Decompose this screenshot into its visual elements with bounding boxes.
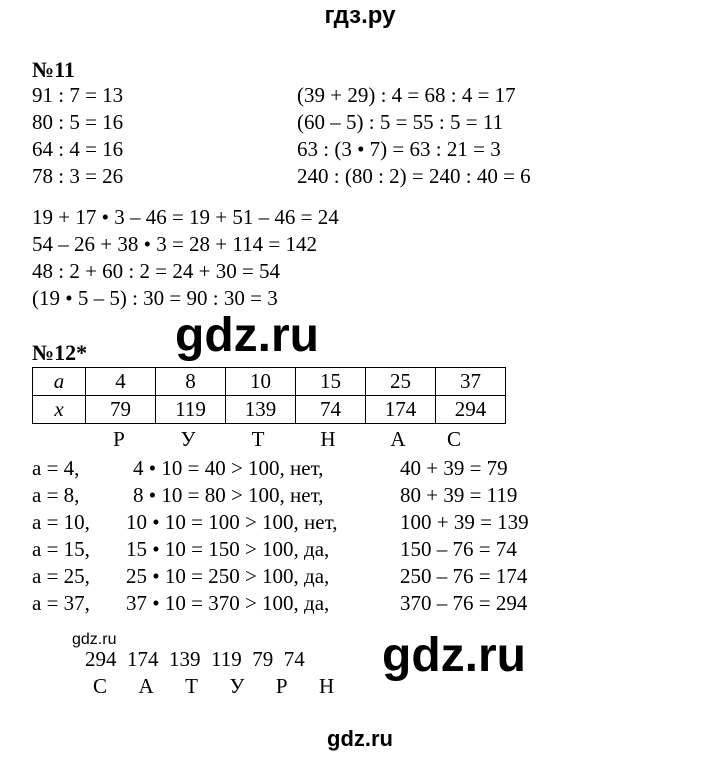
task11-right-1: (39 + 29) : 4 = 68 : 4 = 17 xyxy=(297,83,516,107)
case-check: 8 • 10 = 80 > 100, нет, xyxy=(133,483,324,507)
table-row-x xyxy=(33,396,506,424)
task11-expr-4: (19 • 5 – 5) : 30 = 90 : 30 = 3 xyxy=(32,286,278,310)
answer-numbers: 294 174 139 119 79 74 xyxy=(85,647,305,671)
watermark-bottom: gdz.ru xyxy=(327,726,393,751)
table-cell: 15 xyxy=(296,368,366,396)
task11-expr-2: 54 – 26 + 38 • 3 = 28 + 114 = 142 xyxy=(32,232,317,256)
case-calc: 250 – 76 = 174 xyxy=(400,564,528,588)
table-row-a xyxy=(33,368,506,396)
case-a: a = 15, xyxy=(32,537,90,561)
case-a: a = 25, xyxy=(32,564,90,588)
case-a: a = 10, xyxy=(32,510,90,534)
table-cell: 37 xyxy=(436,368,506,396)
watermark-big-2: gdz.ru xyxy=(382,629,526,682)
watermark-small: gdz.ru xyxy=(72,631,117,648)
case-a: a = 37, xyxy=(32,591,90,615)
case-a: a = 4, xyxy=(32,456,80,480)
table-cell: 25 xyxy=(366,368,436,396)
task11-left-2: 80 : 5 = 16 xyxy=(32,110,124,134)
table-label-x: x xyxy=(33,396,86,424)
table-cell: 74 xyxy=(296,396,366,424)
case-check: 37 • 10 = 370 > 100, да, xyxy=(126,591,330,615)
letter: У xyxy=(180,427,196,451)
task11-left-3: 64 : 4 = 16 xyxy=(32,137,124,161)
watermark-top: гдз.ру xyxy=(324,2,396,29)
table-cell: 79 xyxy=(86,396,156,424)
table-cell: 8 xyxy=(156,368,226,396)
table-cell: 4 xyxy=(86,368,156,396)
task11-right-4: 240 : (80 : 2) = 240 : 40 = 6 xyxy=(297,164,531,188)
case-check: 15 • 10 = 150 > 100, да, xyxy=(126,537,330,561)
case-calc: 150 – 76 = 74 xyxy=(400,537,517,561)
letter: А xyxy=(390,427,406,451)
case-check: 10 • 10 = 100 > 100, нет, xyxy=(126,510,338,534)
task11-title: №11 xyxy=(32,57,75,82)
case-check: 25 • 10 = 250 > 100, да, xyxy=(126,564,330,588)
table-cell: 139 xyxy=(226,396,296,424)
case-calc: 100 + 39 = 139 xyxy=(400,510,529,534)
watermark-big-1: gdz.ru xyxy=(175,309,319,362)
table-cell: 119 xyxy=(156,396,226,424)
case-calc: 40 + 39 = 79 xyxy=(400,456,508,480)
case-calc: 80 + 39 = 119 xyxy=(400,483,518,507)
letter: Н xyxy=(320,427,336,451)
task11-left-1: 91 : 7 = 13 xyxy=(32,83,124,107)
task11-right-2: (60 – 5) : 5 = 55 : 5 = 11 xyxy=(297,110,504,134)
case-a: a = 8, xyxy=(32,483,80,507)
table-cell: 174 xyxy=(366,396,436,424)
case-check: 4 • 10 = 40 > 100, нет, xyxy=(133,456,324,480)
case-calc: 370 – 76 = 294 xyxy=(400,591,528,615)
task12-title: №12* xyxy=(32,340,88,365)
table-cell: 10 xyxy=(226,368,296,396)
answer-word: С А Т У Р Н xyxy=(93,674,335,698)
letter: С xyxy=(446,427,461,451)
values-table xyxy=(32,367,506,424)
table-label-a: a xyxy=(33,368,86,396)
task11-left-4: 78 : 3 = 26 xyxy=(32,164,124,188)
table-cell: 294 xyxy=(436,396,506,424)
letter: Т xyxy=(251,427,265,451)
task11-right-3: 63 : (3 • 7) = 63 : 21 = 3 xyxy=(297,137,501,161)
letter: Р xyxy=(113,427,125,451)
task11-expr-1: 19 + 17 • 3 – 46 = 19 + 51 – 46 = 24 xyxy=(32,205,339,229)
task11-expr-3: 48 : 2 + 60 : 2 = 24 + 30 = 54 xyxy=(32,259,281,283)
